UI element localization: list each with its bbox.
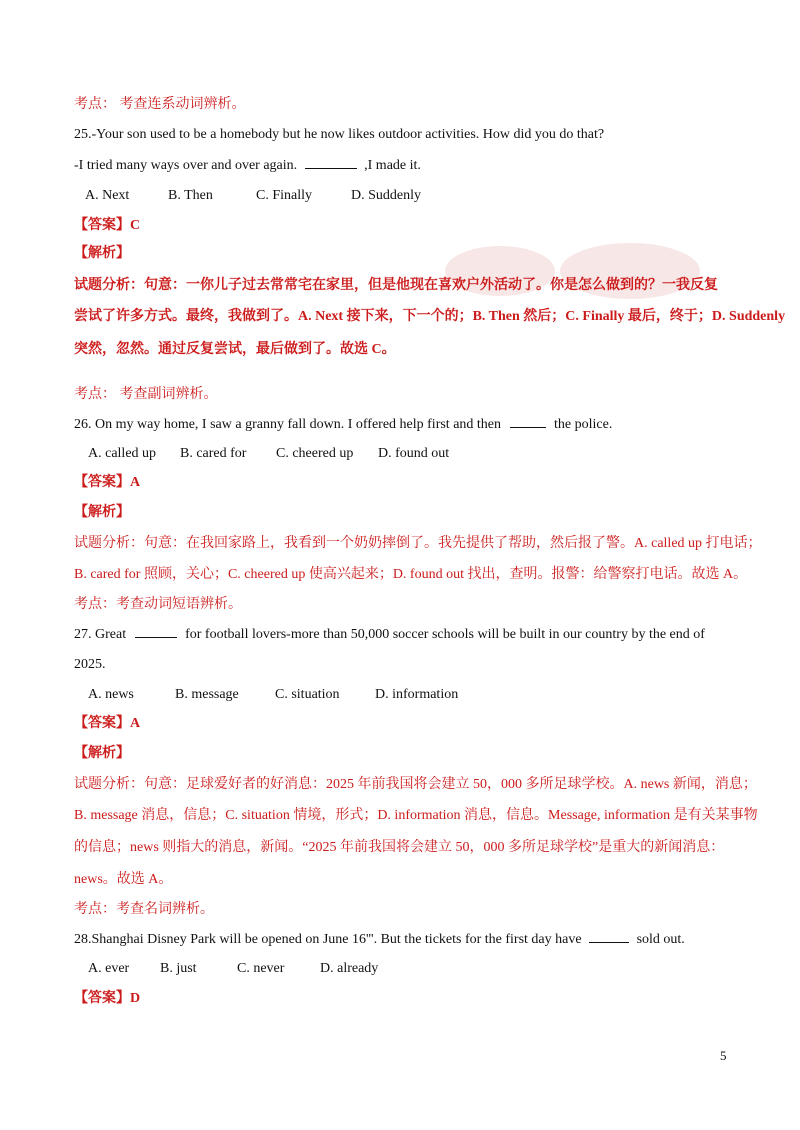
- q25-blank: [305, 156, 357, 169]
- q26-options: [88, 445, 449, 463]
- q27-stem: 27. Great for football lovers-more than 50,000 soccer schools will be built in our country by the end of: [74, 627, 705, 642]
- page-number: 5: [720, 1048, 727, 1063]
- q25-option-a: A. Next: [85, 188, 130, 203]
- kaodian-24: 考点： 考查连系动词辨析。: [74, 97, 246, 112]
- q27-stem-line2: 2025.: [74, 657, 106, 672]
- q28-options: [88, 960, 378, 978]
- q25-stem: 25.-Your son used to be a homebody but he now likes outdoor activities. How did you do that?: [74, 127, 605, 142]
- q28-option-d: D. already: [320, 961, 379, 976]
- q28-option-a: A. ever: [88, 961, 130, 976]
- q26-option-d: D. found out: [378, 446, 450, 461]
- q27-analysis-label: 【解析】: [74, 746, 130, 761]
- q25-option-c: C. Finally: [256, 188, 313, 203]
- q27-options: [88, 686, 458, 704]
- q27-answer: 【答案】A: [74, 716, 141, 731]
- q27-option-b: B. message: [175, 687, 239, 702]
- q26-option-a: A. called up: [88, 446, 157, 461]
- q25-analysis-line3: 突然，忽然。通过反复尝试，最后做到了。故选 C。: [74, 342, 396, 357]
- q27-kaodian: 考点：考查名词辨析。: [74, 902, 214, 917]
- q28-stem: 28.Shanghai Disney Park will be opened on June 16'''. But the tickets for the first day have sold out.: [74, 932, 685, 947]
- q26-option-b: B. cared for: [180, 446, 247, 461]
- q25-option-b: B. Then: [168, 188, 213, 203]
- q26-analysis-label: 【解析】: [74, 505, 130, 520]
- q28-answer: 【答案】D: [74, 991, 141, 1006]
- q27-analysis-line3: 的信息；news 则指大的消息，新闻。“2025 年前我国将会建立 50，000 多所足球学校”是重大的新闻消息：: [74, 840, 725, 855]
- q27-analysis-line1: 试题分析：句意：足球爱好者的好消息：2025 年前我国将会建立 50，000 多所足球学校。A. news 新闻，消息；: [74, 777, 757, 792]
- q26-blank: [510, 415, 546, 428]
- q28-option-c: C. never: [237, 961, 285, 976]
- q25-options: [85, 187, 421, 205]
- q27-option-d: D. information: [375, 687, 459, 702]
- q27-option-c: C. situation: [275, 687, 340, 702]
- q25-stem-line2: -I tried many ways over and over again. ,I made it.: [74, 158, 421, 173]
- q25-analysis-line2: 尝试了许多方式。最终，我做到了。A. Next 接下来，下一个的；B. Then 然后；C. Finally 最后，终于；D. Suddenly: [74, 309, 786, 324]
- q25-analysis-label: 【解析】: [74, 246, 130, 261]
- q28-option-b: B. just: [160, 961, 197, 976]
- q27-blank: [135, 625, 177, 638]
- q26-answer: 【答案】A: [74, 475, 141, 490]
- watermark-logo: [440, 236, 750, 306]
- q25-kaodian: 考点： 考查副词辨析。: [74, 387, 218, 402]
- q25-analysis-line1: 试题分析：句意：一你儿子过去常常宅在家里，但是他现在喜欢户外活动了。你是怎么做到的？一我反复: [74, 278, 718, 293]
- q27-analysis-line4: news。故选 A。: [74, 872, 173, 887]
- q25-answer: 【答案】C: [74, 218, 141, 233]
- q28-blank: [589, 930, 629, 943]
- q26-analysis-line1: 试题分析：句意：在我回家路上，我看到一个奶奶摔倒了。我先提供了帮助，然后报了警。A. called up 打电话；: [74, 536, 762, 551]
- q26-option-c: C. cheered up: [276, 446, 354, 461]
- q27-analysis-line2: B. message 消息，信息；C. situation 情境，形式；D. information 消息，信息。Message, information 是有关某事物: [74, 808, 758, 823]
- q26-kaodian: 考点：考查动词短语辨析。: [74, 597, 242, 612]
- q25-option-d: D. Suddenly: [351, 188, 421, 203]
- q27-option-a: A. news: [88, 687, 134, 702]
- q26-analysis-line2: B. cared for 照顾，关心；C. cheered up 使高兴起来；D. found out 找出，查明。报警：给警察打电话。故选 A。: [74, 567, 748, 582]
- q26-stem: 26. On my way home, I saw a granny fall down. I offered help first and then the police.: [74, 417, 613, 432]
